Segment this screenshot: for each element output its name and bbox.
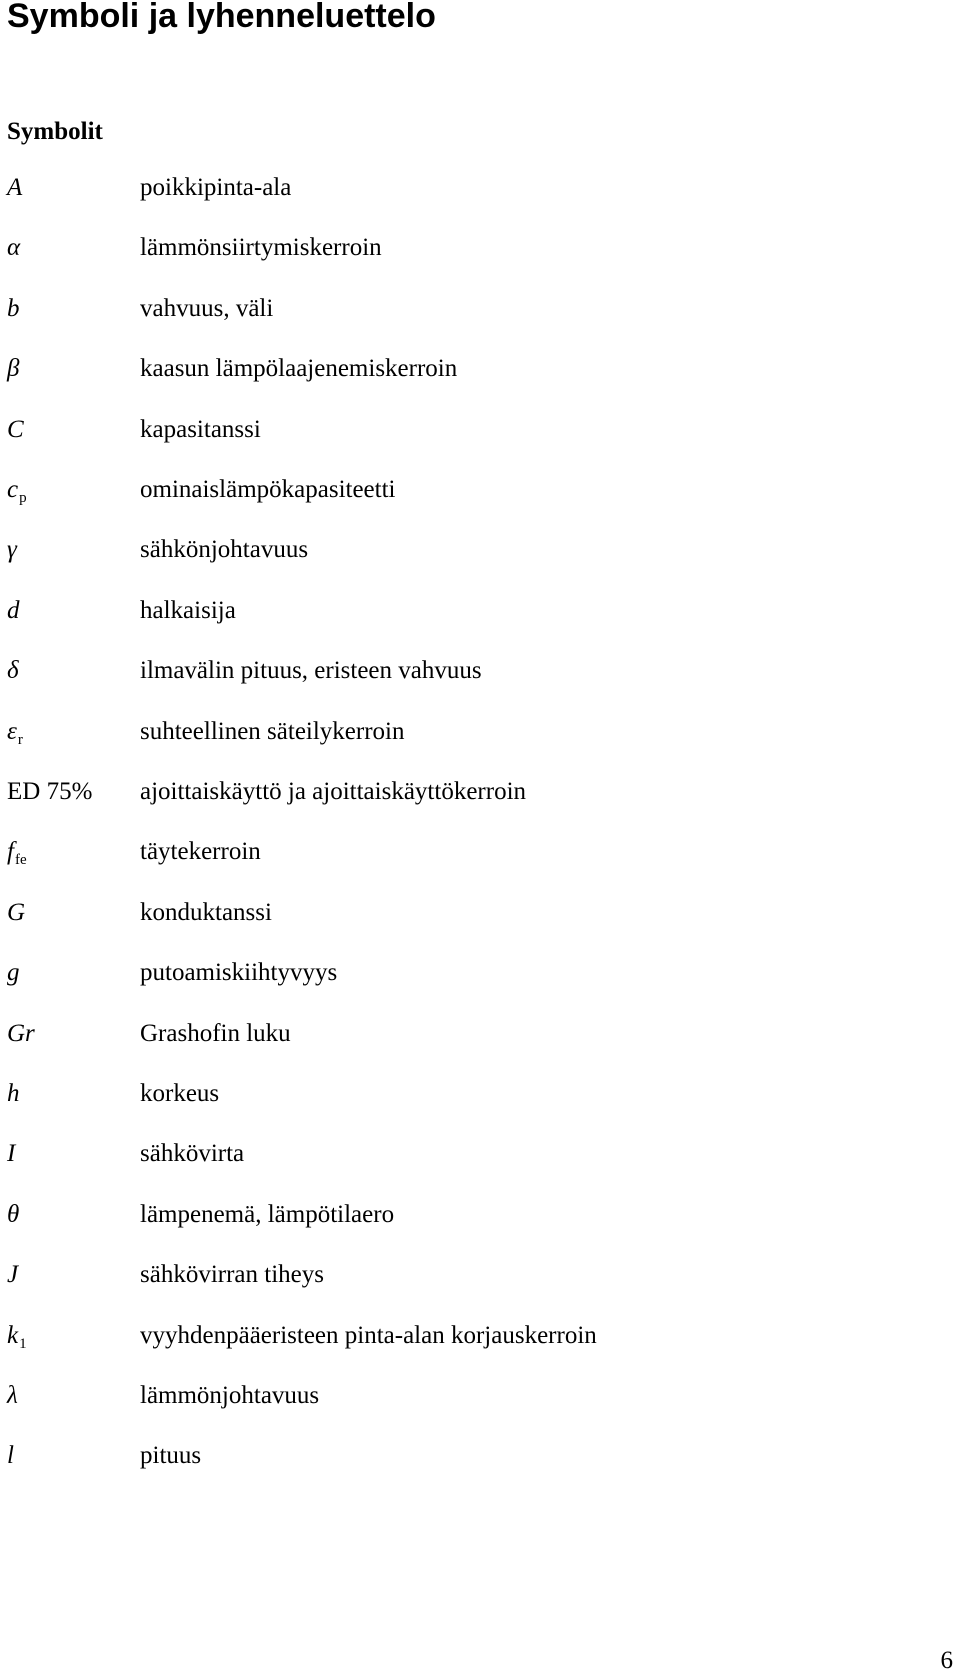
symbol — [7, 655, 19, 687]
symbol-description: lämpenemä, lämpötilaero — [140, 1200, 395, 1228]
symbol — [7, 1199, 19, 1231]
symbol-row — [0, 1078, 960, 1118]
symbol — [7, 1320, 27, 1355]
symbol-description: putoamiskiihtyvyys — [140, 959, 338, 987]
symbol-main: ε — [7, 717, 17, 745]
symbol-description: suhteellinen säteilykerroin — [140, 717, 405, 745]
symbol-description: kaasun lämpölaajenemiskerroin — [140, 355, 458, 383]
symbol-main: θ — [7, 1200, 20, 1228]
symbol-description: sähkövirran tiheys — [140, 1261, 324, 1289]
symbol — [7, 1078, 20, 1110]
page-number: 6 — [940, 1647, 953, 1674]
symbol-main: g — [7, 959, 20, 987]
symbol-description: korkeus — [140, 1080, 220, 1107]
symbol-description: vahvuus, väli — [140, 294, 274, 322]
symbol-description: sähkönjohtavuus — [140, 536, 309, 564]
symbol — [7, 595, 20, 627]
symbol — [7, 716, 23, 751]
symbol-main: l — [7, 1442, 14, 1470]
symbol-row — [0, 414, 960, 454]
symbol-description: kapasitanssi — [140, 415, 261, 443]
symbol-row — [0, 595, 960, 635]
symbol-description: pituus — [140, 1442, 202, 1470]
symbol-main: I — [7, 1140, 16, 1168]
symbol-description: Grashofin luku — [140, 1019, 291, 1047]
symbol — [7, 1138, 15, 1170]
symbol-main: A — [7, 174, 23, 201]
symbol-row — [0, 232, 960, 272]
symbol — [7, 897, 25, 929]
symbol — [7, 1018, 35, 1050]
symbol-subscript: p — [19, 490, 27, 506]
symbol-row — [0, 1018, 960, 1058]
symbol-description: poikkipinta-ala — [140, 174, 292, 201]
symbol-main: k — [7, 1321, 19, 1349]
symbol — [7, 172, 22, 204]
symbol-row — [0, 716, 960, 756]
symbol-main: b — [7, 294, 20, 322]
symbol — [7, 353, 19, 385]
symbol — [7, 474, 27, 509]
symbol-main: f — [7, 838, 14, 866]
symbol-description: halkaisija — [140, 596, 236, 624]
symbol — [7, 293, 20, 325]
symbol-main: G — [7, 898, 26, 926]
symbol-description: lämmönsiirtymiskerroin — [140, 234, 382, 262]
page-title: Symboli ja lyhenneluettelo — [7, 0, 436, 35]
symbol — [7, 1259, 18, 1291]
symbol-subscript: fe — [14, 852, 27, 869]
symbol-row — [0, 1440, 960, 1480]
symbol-description: täytekerroin — [140, 838, 261, 866]
symbol-row — [0, 1259, 960, 1299]
section-heading-symbols: Symbolit — [7, 118, 103, 145]
symbol — [7, 1440, 14, 1472]
symbol-row — [0, 1320, 960, 1360]
symbol-row — [0, 836, 960, 876]
symbol-row — [0, 1138, 960, 1178]
symbol-description: ominaislämpökapasiteetti — [140, 476, 396, 503]
symbol-description: lämmönjohtavuus — [140, 1382, 320, 1409]
symbol-main: δ — [7, 657, 19, 685]
symbol-main: ED 75% — [7, 778, 93, 805]
symbol — [7, 836, 27, 871]
symbol-description: ajoittaiskäyttö ja ajoittaiskäyttökerroin — [140, 778, 527, 805]
symbol-main: C — [7, 415, 24, 443]
symbol — [7, 534, 17, 566]
symbol — [7, 232, 20, 264]
symbol-main: Gr — [7, 1019, 35, 1047]
symbol-row — [0, 655, 960, 695]
symbol-main: h — [7, 1080, 20, 1107]
symbol — [7, 1380, 18, 1412]
symbol-subscript: 1 — [19, 1335, 27, 1352]
symbol-main: J — [7, 1261, 19, 1289]
symbol-row — [0, 1380, 960, 1420]
symbol-main: λ — [7, 1382, 18, 1409]
symbol-row — [0, 957, 960, 997]
symbol-main: γ — [7, 536, 17, 564]
symbol-row — [0, 776, 960, 816]
symbol-description: vyyhdenpääeristeen pinta-alan korjauskerroin — [140, 1321, 597, 1349]
symbol-row — [0, 293, 960, 333]
symbol — [7, 776, 92, 808]
symbol-description: sähkövirta — [140, 1140, 245, 1168]
symbol-row — [0, 172, 960, 212]
symbol — [7, 414, 24, 446]
symbol-main: d — [7, 596, 20, 624]
symbol-subscript: r — [17, 731, 23, 748]
symbol-row — [0, 897, 960, 937]
symbol-row — [0, 1199, 960, 1239]
symbol-row — [0, 353, 960, 393]
symbol-description: konduktanssi — [140, 898, 272, 926]
symbol-row — [0, 474, 960, 514]
symbol-main: c — [7, 476, 19, 503]
symbol — [7, 957, 20, 989]
symbol-main: α — [7, 234, 21, 262]
symbol-main: β — [7, 355, 20, 383]
symbol-row — [0, 534, 960, 574]
symbol-description: ilmavälin pituus, eristeen vahvuus — [140, 657, 482, 685]
